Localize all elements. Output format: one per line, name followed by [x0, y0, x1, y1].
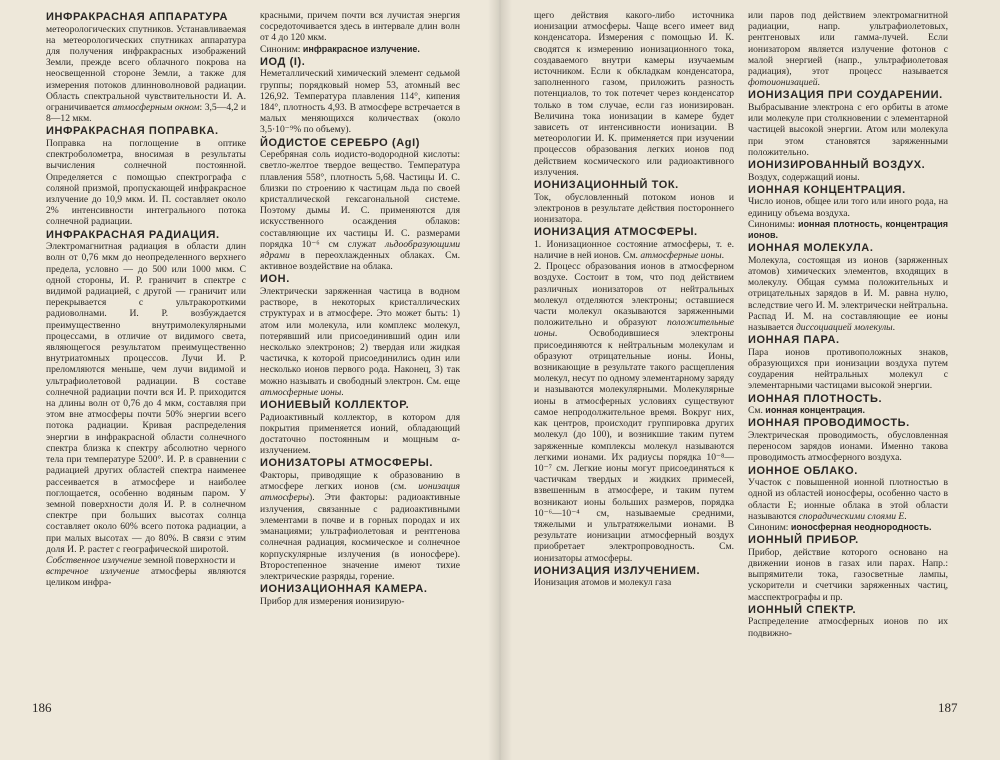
definition-text — [260, 412, 460, 457]
definition-body: Ток, обусловленный потоком ионов и электронов в результате действия постороннего ионизатора. — [534, 191, 734, 226]
definition-text — [748, 172, 948, 183]
entry-headword: ИОНИЗАЦИОННАЯ КАМЕРА. — [260, 583, 428, 596]
definition-text — [748, 102, 948, 158]
definition-text — [260, 286, 460, 398]
definition-tail: в переохлажденных облаках. См. активное воздействие на облака. — [260, 250, 460, 273]
definition-body: Участок с повышенной ионной плотностью в одной из областей ионосферы, особенно часто в области E; ионные облака в этой области называются — [748, 477, 948, 522]
left-page-column-1 — [46, 10, 246, 690]
definition-tail: . Освободившиеся электроны присоединяются к нейтральным молекулам и образуют отрицательные ионы. Ионы, возникающие в результате такого расщепления молекул, несут по одному элементарному заряду и называются молекулярными. Молекулярные ионы в атмосферных условиях существуют самое непродолжительное время. Вокруг них, как центров, происходит группировка других молекул (до 100), и возникшие таким путем заряженные комплексы молекул называются легкими ионами. Их радиусы порядка 10⁻⁸—10⁻⁷ см. Легкие ионы могут присоединяться к частичкам твердых и жидких примесей, взвешенным в атмосфере, и таким путем возникают ионы больших размеров, порядка 10⁻⁶—10⁻⁴ см, называемые средними, тяжелыми и ультратяжелыми ионами. В результате ионизации атмосферный воздух приобретает электропроводность. См. ионизаторы атмосферы. — [534, 328, 734, 564]
definition-body: щего действия какого-либо источника ионизации атмосферы. Чаще всего имеет вид конденсатора. Измерения с помощью И. К. сводятся к измерению ионизационного тока, создаваемого внутри камеры изучаемым источником. Если к обкладкам конденсатора, заполненного газом, приложить разность потенциалов, то ток потечет через конденсатор только в том случае, если газ ионизирован. Величина тока ионизации в камере будет зависеть от интенсивности ионизации. В метеорологии И. К. применяется при изучении процессов образования легких ионов под действием космического или радиоактивного излучения. — [534, 10, 734, 178]
synonym-line — [748, 219, 948, 241]
entry-headword: ИОННЫЙ ПРИБОР. — [748, 534, 859, 547]
definition-text — [534, 239, 734, 261]
definition-text — [748, 430, 948, 464]
definition-body: 2. Процесс образования ионов в атмосферном воздухе. Состоит в том, что под действием различных ионизаторов от нейтральных молекул отделяются электроны; оставшиеся части молекул оказываются заряженными положительно и образуют — [534, 261, 734, 329]
definition-body: Факторы, приводящие к образованию в атмосфере легких ионов (см. — [260, 470, 460, 493]
synonym-term: инфракрасное излучение. — [302, 43, 420, 54]
entry-headword: ИОНИЗАЦИЯ АТМОСФЕРЫ. — [534, 226, 698, 239]
definition-text — [534, 192, 734, 226]
definition-tail: атмосферы являются целиком инфра- — [46, 566, 246, 589]
synonym-line — [260, 44, 460, 55]
entry-headword: ИОНИЗАТОРЫ АТМОСФЕРЫ. — [260, 457, 434, 470]
definition-text — [260, 149, 460, 272]
definition-body: 1. Ионизационное состояние атмосферы, т. е. наличие в ней ионов. См. — [534, 238, 734, 262]
entry-headword: ИНФРАКРАСНАЯ РАДИАЦИЯ. — [46, 228, 220, 241]
entry-headword: ИОНИЗАЦИЯ ИЗЛУЧЕНИЕМ. — [534, 564, 701, 577]
synonym-term: ионосферная неоднородность. — [790, 522, 932, 533]
definition-text — [260, 596, 460, 607]
definition-text — [46, 138, 246, 228]
entry-headword: ЙОДИСТОЕ СЕРЕБРО (AgI) — [260, 136, 421, 149]
definition-body: метеорологических спутников. Устанавливаемая на метеорологических спутниках аппаратура для получения инфракрасных изображений Земли, прежде всего облачного покрова на неосвещенной стороне Земли, а также для измерения потоков длинноволновой радиации. Область спектральной чувствительности И. А. ограничивается — [46, 23, 246, 114]
definition-tail: . — [817, 77, 820, 89]
definition-body: Радиоактивный коллектор, в котором для покрытия применяется ионий, обладающий достаточно постоянным и мощным α-излучением. — [260, 411, 460, 457]
entry-headword: ИОННАЯ КОНЦЕНТРАЦИЯ. — [748, 183, 906, 196]
definition-text — [748, 477, 948, 522]
page-number-right: 187 — [938, 700, 958, 715]
definition-text — [46, 241, 246, 555]
right-page-column-1 — [534, 10, 734, 750]
definition-body: Неметаллический химический элемент седьмой группы; порядковый номер 53, атомный вес 126,92. Температура плавления 114°, кипения 184°, плотность 4,93. В атмосфере встречается в малых меняющихся количествах (около 3,5·10⁻⁹% по объему). — [260, 68, 460, 136]
definition-text — [46, 566, 246, 588]
definition-body: Ионизация атомов и молекул газа — [534, 577, 672, 589]
definition-text — [534, 261, 734, 563]
cross-reference: встречное излучение — [46, 566, 140, 578]
definition-text — [260, 470, 460, 582]
definition-body: Электрическая проводимость, обусловленная переносом зарядов ионами. Именно такова проводимость атмосферного воздуха. — [748, 430, 948, 464]
cross-reference: атмосферные ионы — [260, 386, 342, 398]
definition-text — [748, 255, 948, 333]
synonym-label: См. — [748, 405, 766, 417]
definition-tail: . — [904, 510, 907, 522]
definition-text — [534, 10, 734, 178]
entry-headword: ИОННЫЙ СПЕКТР. — [748, 603, 857, 616]
entry-headword: ИОННАЯ ПАРА. — [748, 334, 840, 347]
definition-body: Электромагнитная радиация в области длин волн от 0,76 мкм до неопределенного верхнего предела, условно — до 500 или 1000 мкм. С одной стороны, И. Р. граничит в спектре с видимой радиацией, с другой — граничит или перекрывается с ультракороткими радиоволнами. И. Р. возбуждается преимущественно внутримолекулярными процессами, в отличие от видимого света, являющегося результатом преимущественно внутриатомных процессов. Лучи И. Р. преломляются меньше, чем лучи видимой и ультрафиолетовой радиации. В составе солнечной радиации почти вся И. Р. приходится на длины волн от 0,76 до 4 мкм, составляя при этом вне атмосферы почти 50% энергии всего потока радиации. Кривая распределения энергии в инфракрасной области солнечного спектра близка к спектру абсолютно черного тела при температуре 5200°. И. Р. в сравнении с радиацией других областей спектра наименее рассеивается в атмосфере и наиболее поглощается, особенно водяным паром. У земной поверхности доля И. Р. в солнечном спектре при больших высотах солнца составляет около 60% всего потока радиации, а при малых высотах — до 80%. В связи с этим доля И. Р. растет с географической широтой. — [46, 241, 246, 555]
entry-headword: ИОНИЕВЫЙ КОЛЛЕКТОР. — [260, 399, 410, 412]
definition-text — [748, 547, 948, 603]
synonym-label: Синоним: — [260, 43, 303, 55]
definition-text — [748, 10, 948, 88]
right-page-column-2 — [748, 10, 948, 755]
cross-reference: ионизация атмосферы — [260, 481, 460, 504]
definition-body: Распределение атмосферных ионов по их подвижно- — [748, 616, 948, 639]
synonym-term: ионная концентрация. — [765, 405, 865, 416]
entry-headword: ИОННАЯ ПРОВОДИМОСТЬ. — [748, 417, 910, 430]
definition-body: Прибор для измерения ионизирую- — [260, 595, 405, 607]
cross-reference: Собственное излучение — [46, 554, 142, 566]
entry-headword: ИОННАЯ ПЛОТНОСТЬ. — [748, 392, 883, 405]
definition-text — [46, 24, 246, 125]
synonym-line — [748, 522, 948, 533]
cross-reference: диссоциацией молекулы — [795, 322, 893, 334]
definition-tail: . — [341, 386, 344, 398]
entry-headword: ИНФРАКРАСНАЯ ПОПРАВКА. — [46, 125, 219, 138]
definition-text — [748, 196, 948, 218]
definition-body: Пара ионов противоположных знаков, образующихся при ионизации воздуха путем соударения нейтральных молекул с элементарными частицами высокой энергии. — [748, 346, 948, 392]
definition-body: Число ионов, общее или того или иного рода, на единицу объема воздуха. — [748, 196, 948, 219]
definition-text — [260, 68, 460, 135]
definition-text — [748, 347, 948, 392]
definition-body: Поправка на поглощение в оптике спектроболометра, вносимая в результаты вычисления солнечной постоянной. Определяется с помощью спектрографа с соляной призмой, пропускающей инфракрасное излучение до 10,9 мкм. И. П. составляет около 2% интенсивности интегрального потока солнечной радиации. — [46, 138, 246, 228]
definition-tail: ). Эти факторы: радиоактивные излучения, связанные с радиоактивными элементами в почве и в горных породах и их эманациями; ультрафиолетовая и рентгенова солнечная радиация, космическое и солнечное корпускулярные излучения (в ионосфере). Второстепенное значение имеют тихие электрические разряды, горение. — [260, 492, 460, 582]
entry-headword: ИОН. — [260, 273, 290, 286]
entry-headword: ИОНИЗАЦИЯ ПРИ СОУДАРЕНИИ. — [748, 89, 943, 102]
left-page-column-2 — [260, 10, 460, 690]
entry-headword: ИОННАЯ МОЛЕКУЛА. — [748, 242, 874, 255]
definition-text — [260, 10, 460, 44]
entry-headword: ИНФРАКРАСНАЯ АППАРАТУРА — [46, 11, 229, 23]
definition-body: Воздух, содержащий ионы. — [748, 171, 860, 183]
definition-body: или паров под действием электромагнитной радиации, напр. ультрафиолетовых, рентгеновых или гамма-лучей. Если ионизатором является излучение фотонов с малой энергией (напр., ультрафиолетовая радиация), этот процесс называется — [748, 10, 948, 78]
cross-reference: положительные ионы — [534, 317, 734, 340]
definition-body: Молекула, состоящая из ионов (заряженных атомов) химических элементов, входящих в молекулу. Общая сумма положительных и отрицательных зарядов в И. М. равна нулю, вследствие чего И. М. электрически нейтральна. Распад И. М. на составляющие ее ионы называется — [748, 254, 948, 334]
entry-headword: ИОННОЕ ОБЛАКО. — [748, 464, 858, 477]
definition-text — [534, 577, 734, 588]
definition-body: красными, причем почти вся лучистая энергия сосредоточивается здесь в интервале длин волн от 4 до 120 мкм. — [260, 10, 460, 44]
definition-body: Электрически заряженная частица в водном растворе, в некоторых кристаллических структурах и в атмосфере. Это может быть: 1) атом или молекула, или комплекс молекул, потерявший или присоединивший один или несколько электронов; 2) твердая или жидкая частичка, к которой присоединились один или несколько ионов первого рода. Наконец, 3) так можно называть и свободный электрон. См. еще — [260, 286, 460, 387]
definition-tail: земной поверхности и — [141, 554, 236, 566]
definition-tail: . — [892, 322, 896, 334]
definition-text — [46, 555, 246, 566]
definition-body: Выбрасывание электрона с его орбиты в атоме или молекуле при столкновении с элементарной частицей высокой энергии. Атом или молекула при этом становятся заряженными положительно. — [748, 102, 948, 158]
book-gutter — [488, 0, 512, 760]
definition-body: Прибор, действие которого основано на движении ионов в газах или парах. Напр.: выпрямители тока, газосветные лампы, ускорители и счетчики заряженных частиц, масспектрографы и пр. — [748, 546, 948, 603]
synonym-line — [748, 405, 948, 416]
cross-reference: фотоионизацией — [748, 77, 818, 89]
page-number-left: 186 — [32, 700, 52, 715]
definition-text — [748, 616, 948, 638]
cross-reference: спорадическими слоями E — [798, 510, 905, 522]
cross-reference: льдообразующими ядрами — [260, 238, 460, 262]
entry-headword: ИОД (I). — [260, 55, 306, 68]
entry-headword: ИОНИЗАЦИОННЫЙ ТОК. — [534, 179, 679, 192]
cross-reference: атмосферные ионы — [640, 250, 722, 262]
definition-tail: . — [721, 250, 725, 262]
synonym-label: Синоним: — [748, 522, 791, 534]
entry-headword: ИОНИЗИРОВАННЫЙ ВОЗДУХ. — [748, 159, 926, 172]
synonym-label: Синонимы: — [748, 218, 798, 230]
synonym-term: ионная плотность, концентрация ионов. — [748, 218, 948, 241]
right-page — [500, 0, 1000, 760]
cross-reference: атмосферным окном — [112, 102, 200, 114]
definition-tail: : 3,5—4,2 и 8—12 мкм. — [46, 102, 246, 125]
definition-body: Серебряная соль иодисто-водородной кислоты: светло-желтое твердое вещество. Температура плавления 558°, плотность 5,68. Частицы И. С. близки по строению к частицам льда по своей кристаллической гексагональной системе. Поэтому дымы И. С. применяются для искусственного осаждения облаков: составляющие их частицы И. С. размерами порядка 10⁻⁶ см служат — [260, 149, 460, 250]
